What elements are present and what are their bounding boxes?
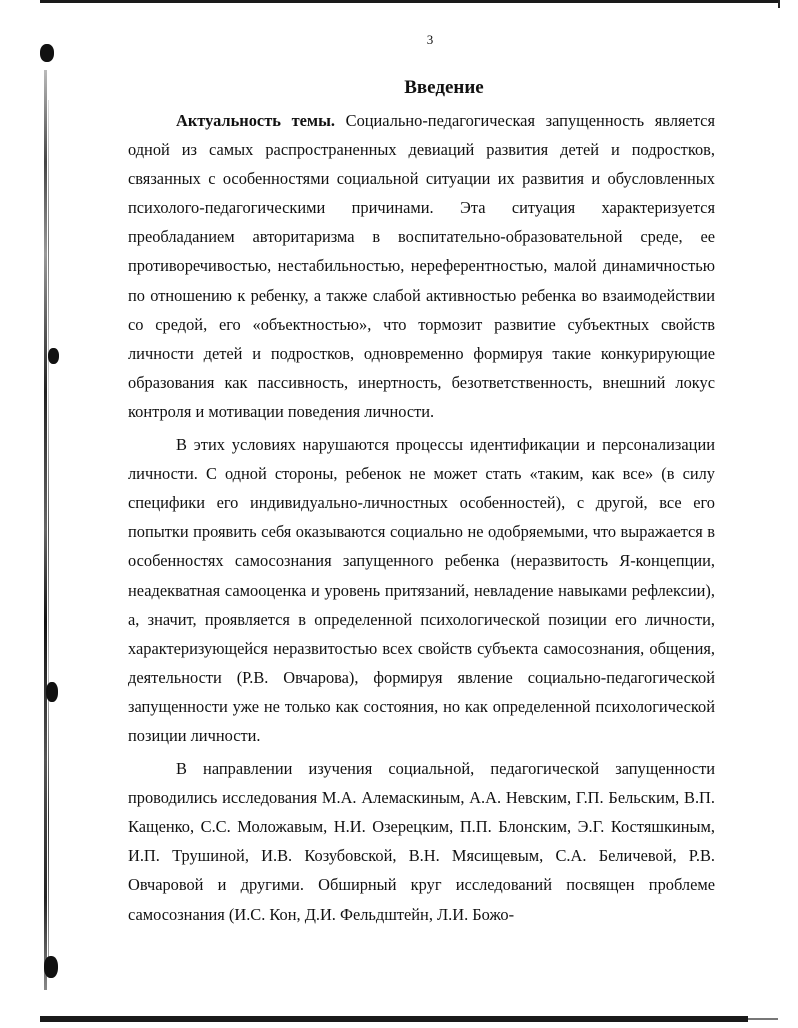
binding-hole: [46, 682, 58, 702]
paragraph-lead: Актуальность темы.: [176, 111, 335, 130]
binding-hole: [40, 44, 54, 62]
binding-hole: [48, 348, 59, 364]
document-body: [128, 106, 715, 929]
page-number: 3: [426, 32, 434, 47]
scan-edge-bottom-fade: [748, 1018, 778, 1020]
paragraph-text: В направлении изучения социальной, педагогической запущенности проводились исследования М.А. Алемаскиным, А.А. Невским, Г.П. Бельским, В.П. Кащенко, С.С. Моложавым, Н.И. Озерецким, П.П. Блонским, Э.Г. Костяшкиным, И.П. Трушиной, И.В. Козубовской, В.Н. Мясищевым, С.А. Беличевой, Р.В. Овчаровой и другими. Обширный круг исследований посвящен проблеме самосознания (И.С. Кон, Д.И. Фельдштейн, Л.И. Божо-: [128, 759, 715, 924]
paragraph-relevance: [128, 106, 715, 426]
scan-mark-right: [778, 0, 780, 8]
page-title: Введение: [404, 77, 484, 98]
binding-edge: [44, 70, 47, 990]
scan-edge-top: [40, 0, 780, 3]
paragraph-text: В этих условиях нарушаются процессы идентификации и персонализации личности. С одной стороны, ребенок не может стать «таким, как все» (в силу специфики его индивидуально-личностных особенностей), с другой, все его попытки проявить себя оказываются социально не одобряемыми, что выражается в особенностях самосознания запущенного ребенка (неразвитость Я-концепции, неадекватная самооценка и уровень притязаний, невладение навыками рефлексии), а, значит, проявляется в определенной психологической позиции его личности, характеризующейся неразвитостью всех свойств субъекта самосознания, общения, деятельности (Р.В. Овчарова), формируя явление социально-педагогической запущенности уже не только как состояния, но как определенной психологической позиции личности.: [128, 435, 715, 745]
paragraph-conditions: [128, 430, 715, 750]
binding-hole: [44, 956, 58, 978]
paragraph-research: [128, 754, 715, 929]
scan-edge-bottom: [40, 1016, 748, 1022]
binding-edge-shadow: [48, 100, 49, 960]
paragraph-text: Социально-педагогическая запущенность является одной из самых распространенных девиаций развития детей и подростков, связанных с особенностями социальной ситуации их развития и обусловленных психолого-педагогическими причинами. Эта ситуация характеризуется преобладанием авторитаризма в воспитательно-образовательной среде, ее противоречивостью, нестабильностью, нереферентностью, малой динамичностью по отношению к ребенку, а также слабой активностью ребенка во взаимодействии со средой, его «объектностью», что тормозит развитие субъектных свойств личности детей и подростков, одновременно формируя такие конкурирующие образования как пассивность, инертность, безответственность, внешний локус контроля и мотивации поведения личности.: [128, 111, 715, 421]
